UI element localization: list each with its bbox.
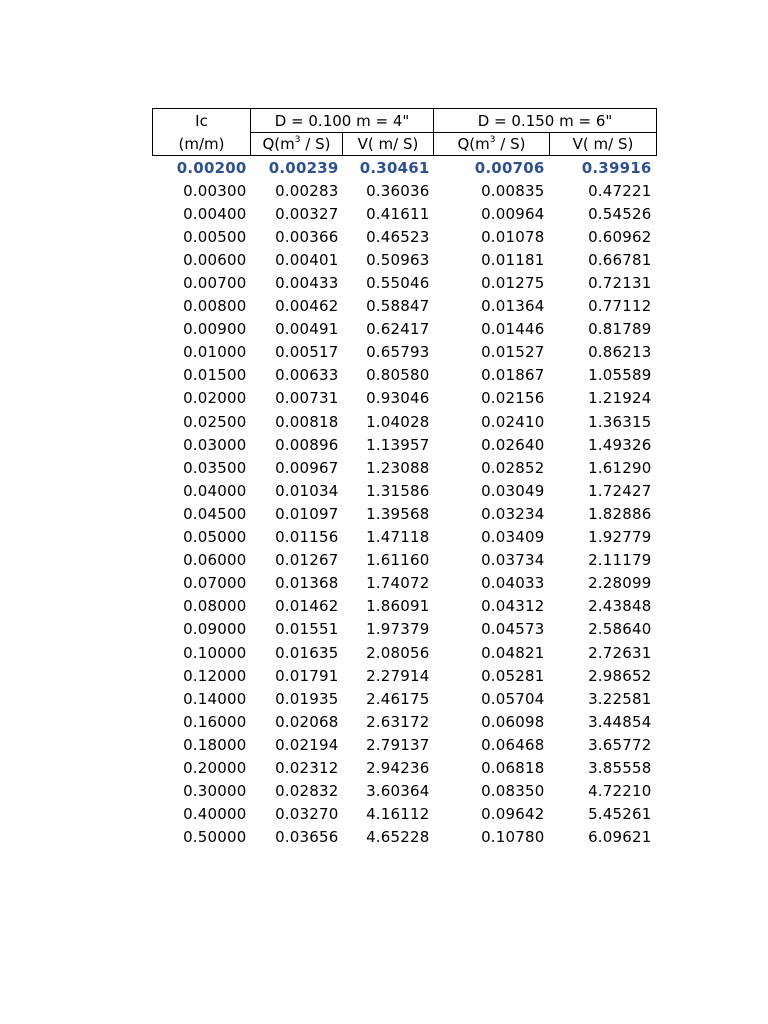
cell-flow-6in: 0.02410 [481, 412, 545, 431]
cell-flow-4in: 0.00433 [275, 274, 339, 293]
cell-flow-6in: 0.00964 [481, 204, 545, 223]
cell-flow-4in: 0.00818 [275, 412, 339, 431]
cell-velocity-4in: 2.63172 [366, 712, 430, 731]
cell-ic: 0.09000 [183, 620, 247, 639]
cell-velocity-4in: 1.04028 [366, 412, 430, 431]
cell-flow-4in: 0.01635 [275, 643, 339, 662]
cell-velocity-6in: 1.05589 [588, 366, 652, 385]
cell-velocity-6in: 0.60962 [588, 227, 652, 246]
flow-label-suffix: / S) [495, 135, 526, 153]
cell-velocity-4in: 0.30461 [359, 158, 430, 177]
cell-velocity-6in: 0.86213 [588, 343, 652, 362]
table-row [153, 595, 657, 618]
cell-flow-4in: 0.01034 [275, 481, 339, 500]
cell-flow-4in: 0.00967 [275, 458, 339, 477]
cell-ic: 0.03500 [183, 458, 247, 477]
cell-velocity-6in: 0.39916 [581, 158, 652, 177]
table-row [153, 271, 657, 294]
header-velocity-6in: V( m/ S) [550, 133, 657, 156]
cell-velocity-4in: 1.61160 [366, 551, 430, 570]
table-header [153, 109, 657, 156]
header-diameter-4in: D = 0.100 m = 4" [251, 109, 434, 133]
cell-velocity-6in: 6.09621 [588, 828, 652, 847]
cell-flow-6in: 0.08350 [481, 782, 545, 801]
cell-ic: 0.03000 [183, 435, 247, 454]
cell-flow-6in: 0.01364 [481, 297, 545, 316]
cell-flow-4in: 0.01097 [275, 504, 339, 523]
table-row [153, 318, 657, 341]
cell-flow-6in: 0.06468 [481, 735, 545, 754]
cell-ic: 0.14000 [183, 689, 247, 708]
cell-flow-4in: 0.01462 [275, 597, 339, 616]
header-flow-6in [434, 133, 550, 156]
flow-label-prefix: Q(m [457, 135, 490, 153]
cell-flow-4in: 0.00327 [275, 204, 339, 223]
cell-flow-6in: 0.02640 [481, 435, 545, 454]
cell-velocity-4in: 1.86091 [366, 597, 430, 616]
header-ic-unit: (m/m) [153, 133, 251, 156]
cell-ic: 0.10000 [183, 643, 247, 662]
cell-velocity-6in: 0.47221 [588, 181, 652, 200]
cell-flow-4in: 0.00239 [268, 158, 339, 177]
cell-ic: 0.00500 [183, 227, 247, 246]
cell-ic: 0.00700 [183, 274, 247, 293]
table-row [153, 664, 657, 687]
spreadsheet-page [152, 108, 656, 849]
table-row [153, 641, 657, 664]
table-row [153, 479, 657, 502]
cell-velocity-4in: 1.13957 [366, 435, 430, 454]
cell-ic: 0.00400 [183, 204, 247, 223]
cell-velocity-4in: 1.23088 [366, 458, 430, 477]
flow-label-exponent: 3 [489, 135, 496, 145]
cell-ic: 0.01500 [183, 366, 247, 385]
cell-flow-4in: 0.01267 [275, 551, 339, 570]
cell-velocity-4in: 2.46175 [366, 689, 430, 708]
cell-ic: 0.30000 [183, 782, 247, 801]
cell-velocity-4in: 0.80580 [366, 366, 430, 385]
table-row [153, 549, 657, 572]
cell-ic: 0.02000 [183, 389, 247, 408]
cell-flow-6in: 0.01867 [481, 366, 545, 385]
cell-flow-6in: 0.02156 [481, 389, 545, 408]
cell-velocity-6in: 3.22581 [588, 689, 652, 708]
table-row [153, 156, 657, 180]
cell-ic: 0.06000 [183, 551, 247, 570]
cell-velocity-4in: 1.97379 [366, 620, 430, 639]
cell-flow-6in: 0.01446 [481, 320, 545, 339]
flow-label-prefix: Q(m [262, 135, 295, 153]
table-row [153, 756, 657, 779]
cell-velocity-6in: 1.61290 [588, 458, 652, 477]
cell-flow-4in: 0.00366 [275, 227, 339, 246]
cell-ic: 0.50000 [183, 828, 247, 847]
cell-velocity-6in: 3.85558 [588, 758, 652, 777]
cell-flow-4in: 0.00491 [275, 320, 339, 339]
cell-flow-6in: 0.03049 [481, 481, 545, 500]
cell-velocity-4in: 2.79137 [366, 735, 430, 754]
cell-velocity-6in: 0.66781 [588, 250, 652, 269]
cell-ic: 0.40000 [183, 805, 247, 824]
cell-flow-4in: 0.01156 [275, 528, 339, 547]
cell-flow-4in: 0.02068 [275, 712, 339, 731]
cell-velocity-6in: 2.11179 [588, 551, 652, 570]
cell-velocity-6in: 0.81789 [588, 320, 652, 339]
flow-label-exponent: 3 [294, 135, 301, 145]
table-row [153, 248, 657, 271]
cell-ic: 0.18000 [183, 735, 247, 754]
table-row [153, 387, 657, 410]
cell-velocity-6in: 1.72427 [588, 481, 652, 500]
cell-flow-4in: 0.00401 [275, 250, 339, 269]
cell-ic: 0.05000 [183, 528, 247, 547]
cell-velocity-4in: 4.65228 [366, 828, 430, 847]
cell-velocity-6in: 2.98652 [588, 666, 652, 685]
cell-flow-4in: 0.00283 [275, 181, 339, 200]
cell-velocity-4in: 0.41611 [366, 204, 430, 223]
cell-velocity-4in: 2.27914 [366, 666, 430, 685]
cell-flow-4in: 0.01791 [275, 666, 339, 685]
cell-velocity-4in: 1.47118 [366, 528, 430, 547]
cell-velocity-4in: 2.94236 [366, 758, 430, 777]
cell-ic: 0.00800 [183, 297, 247, 316]
cell-velocity-4in: 0.65793 [366, 343, 430, 362]
cell-velocity-4in: 0.62417 [366, 320, 430, 339]
header-velocity-4in: V( m/ S) [343, 133, 434, 156]
cell-velocity-6in: 1.82886 [588, 504, 652, 523]
cell-flow-6in: 0.05281 [481, 666, 545, 685]
table-row [153, 710, 657, 733]
cell-flow-6in: 0.02852 [481, 458, 545, 477]
cell-ic: 0.00900 [183, 320, 247, 339]
cell-flow-4in: 0.00896 [275, 435, 339, 454]
cell-ic: 0.20000 [183, 758, 247, 777]
table-row [153, 618, 657, 641]
cell-flow-6in: 0.01078 [481, 227, 545, 246]
cell-flow-6in: 0.03234 [481, 504, 545, 523]
cell-flow-4in: 0.00731 [275, 389, 339, 408]
table-row [153, 433, 657, 456]
cell-ic: 0.00300 [183, 181, 247, 200]
cell-flow-6in: 0.00835 [481, 181, 545, 200]
cell-velocity-6in: 0.77112 [588, 297, 652, 316]
cell-flow-4in: 0.03270 [275, 805, 339, 824]
flow-velocity-table [152, 108, 657, 849]
table-row [153, 225, 657, 248]
table-row [153, 826, 657, 849]
cell-flow-6in: 0.01181 [481, 250, 545, 269]
cell-velocity-6in: 1.21924 [588, 389, 652, 408]
table-row [153, 295, 657, 318]
cell-flow-4in: 0.03656 [275, 828, 339, 847]
cell-flow-6in: 0.09642 [481, 805, 545, 824]
cell-velocity-4in: 0.50963 [366, 250, 430, 269]
cell-velocity-4in: 1.74072 [366, 574, 430, 593]
table-row [153, 179, 657, 202]
cell-flow-4in: 0.02194 [275, 735, 339, 754]
cell-ic: 0.00600 [183, 250, 247, 269]
cell-velocity-6in: 2.28099 [588, 574, 652, 593]
cell-flow-6in: 0.03409 [481, 528, 545, 547]
cell-flow-4in: 0.02312 [275, 758, 339, 777]
cell-velocity-6in: 0.54526 [588, 204, 652, 223]
table-body [153, 156, 657, 849]
flow-label-suffix: / S) [300, 135, 331, 153]
cell-ic: 0.04500 [183, 504, 247, 523]
cell-velocity-6in: 3.44854 [588, 712, 652, 731]
header-ic-label: Ic [153, 109, 251, 133]
cell-ic: 0.08000 [183, 597, 247, 616]
cell-ic: 0.04000 [183, 481, 247, 500]
cell-flow-6in: 0.04573 [481, 620, 545, 639]
cell-ic: 0.07000 [183, 574, 247, 593]
cell-flow-6in: 0.06098 [481, 712, 545, 731]
cell-flow-6in: 0.01275 [481, 274, 545, 293]
cell-velocity-6in: 1.49326 [588, 435, 652, 454]
cell-velocity-6in: 4.72210 [588, 782, 652, 801]
cell-flow-4in: 0.02832 [275, 782, 339, 801]
cell-flow-6in: 0.00706 [474, 158, 545, 177]
table-row [153, 526, 657, 549]
cell-velocity-4in: 4.16112 [366, 805, 430, 824]
table-row [153, 803, 657, 826]
cell-velocity-4in: 0.46523 [366, 227, 430, 246]
cell-flow-6in: 0.03734 [481, 551, 545, 570]
cell-velocity-6in: 0.72131 [588, 274, 652, 293]
table-row [153, 341, 657, 364]
cell-flow-6in: 0.04033 [481, 574, 545, 593]
cell-flow-6in: 0.01527 [481, 343, 545, 362]
table-row [153, 502, 657, 525]
cell-flow-6in: 0.05704 [481, 689, 545, 708]
table-row [153, 572, 657, 595]
cell-flow-4in: 0.01368 [275, 574, 339, 593]
cell-flow-4in: 0.00462 [275, 297, 339, 316]
cell-velocity-6in: 5.45261 [588, 805, 652, 824]
table-row [153, 687, 657, 710]
cell-velocity-6in: 1.92779 [588, 528, 652, 547]
cell-velocity-6in: 1.36315 [588, 412, 652, 431]
table-row [153, 364, 657, 387]
table-row [153, 780, 657, 803]
cell-velocity-6in: 2.58640 [588, 620, 652, 639]
cell-flow-6in: 0.06818 [481, 758, 545, 777]
cell-ic: 0.01000 [183, 343, 247, 362]
header-flow-4in [251, 133, 343, 156]
cell-velocity-4in: 1.39568 [366, 504, 430, 523]
cell-velocity-4in: 0.93046 [366, 389, 430, 408]
table-row [153, 733, 657, 756]
cell-flow-6in: 0.04312 [481, 597, 545, 616]
cell-velocity-4in: 2.08056 [366, 643, 430, 662]
cell-velocity-6in: 2.72631 [588, 643, 652, 662]
cell-velocity-4in: 0.58847 [366, 297, 430, 316]
header-diameter-6in: D = 0.150 m = 6" [434, 109, 657, 133]
cell-ic: 0.12000 [183, 666, 247, 685]
cell-flow-4in: 0.01935 [275, 689, 339, 708]
cell-flow-6in: 0.04821 [481, 643, 545, 662]
table-row [153, 456, 657, 479]
cell-flow-4in: 0.01551 [275, 620, 339, 639]
cell-ic: 0.16000 [183, 712, 247, 731]
cell-velocity-6in: 3.65772 [588, 735, 652, 754]
cell-flow-4in: 0.00517 [275, 343, 339, 362]
cell-velocity-4in: 3.60364 [366, 782, 430, 801]
cell-ic: 0.00200 [176, 158, 247, 177]
cell-velocity-4in: 0.55046 [366, 274, 430, 293]
cell-ic: 0.02500 [183, 412, 247, 431]
table-row [153, 202, 657, 225]
cell-flow-4in: 0.00633 [275, 366, 339, 385]
cell-flow-6in: 0.10780 [481, 828, 545, 847]
table-row [153, 410, 657, 433]
cell-velocity-4in: 1.31586 [366, 481, 430, 500]
cell-velocity-4in: 0.36036 [366, 181, 430, 200]
cell-velocity-6in: 2.43848 [588, 597, 652, 616]
